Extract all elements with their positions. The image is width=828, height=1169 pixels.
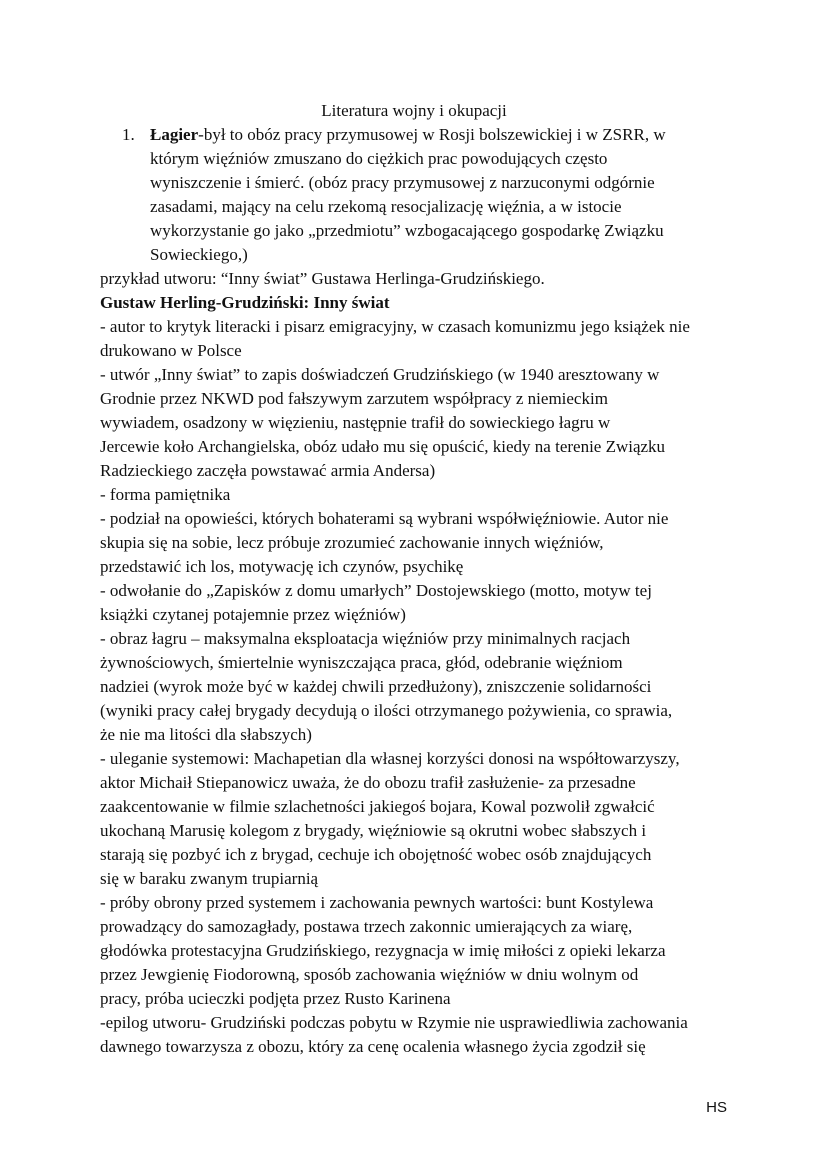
body-line: pracy, próba ucieczki podjęta przez Rusto Karinena [100,989,451,1008]
body-line: przedstawić ich los, motywację ich czynów, psychikę [100,557,464,576]
numbered-list-item [122,123,742,267]
body-text [100,315,740,1059]
body-line: dawnego towarzysza z obozu, który za cenę ocalenia własnego życia zgodził się [100,1037,646,1056]
body-line: Grodnie przez NKWD pod fałszywym zarzutem współpracy z niemieckim [100,389,608,408]
body-line: drukowano w Polsce [100,341,242,360]
body-line: (wyniki pracy całej brygady decydują o ilości otrzymanego pożywienia, co sprawia, [100,701,673,720]
main-text [100,267,740,1059]
list-item-body [150,123,742,267]
body-line: - uleganie systemowi: Machapetian dla własnej korzyści donosi na współtowarzyszy, [100,749,680,768]
body-line: - forma pamiętnika [100,485,231,504]
body-line: głodówka protestacyjna Grudzińskiego, rezygnacja w imię miłości z opieki lekarza [100,941,666,960]
body-line: starają się pozbyć ich z brygad, cechuje ich obojętność wobec osób znajdujących [100,845,652,864]
body-line: żywnościowych, śmiertelnie wyniszczająca praca, głód, odebranie więźniom [100,653,623,672]
example-line: przykład utworu: “Inny świat” Gustawa Herlinga-Grudzińskiego. [100,269,545,288]
list-item-line: zasadami, mający na celu rzekomą resocjalizację więźnia, a w istocie [150,197,622,216]
body-line: - obraz łagru – maksymalna eksploatacja więźniów przy minimalnych racjach [100,629,631,648]
body-line: - autor to krytyk literacki i pisarz emigracyjny, w czasach komunizmu jego książek nie [100,317,690,336]
body-line: wywiadem, osadzony w więzieniu, następnie trafił do sowieckiego łagru w [100,413,611,432]
list-item-line: Sowieckiego,) [150,245,248,264]
body-line: ukochaną Marusię kolegom z brygady, więźniowie są okrutni wobec słabszych i [100,821,647,840]
body-line: Jercewie koło Archangielska, obóz udało mu się opuścić, kiedy na terenie Związku [100,437,666,456]
body-line: - podział na opowieści, których bohaterami są wybrani współwięźniowie. Autor nie [100,509,669,528]
body-line: Radzieckiego zaczęła powstawać armia Andersa) [100,461,436,480]
list-item-line [150,123,742,147]
list-number: 1. [122,125,135,144]
section-heading: Gustaw Herling-Grudziński: Inny świat [100,293,390,312]
body-line: nadziei (wyrok może być w każdej chwili przedłużony), zniszczenie solidarności [100,677,652,696]
body-line: skupia się na sobie, lecz próbuje zrozumieć zachowanie innych więźniów, [100,533,604,552]
body-line: się w baraku zwanym trupiarnią [100,869,319,888]
list-item-line: wykorzystanie go jako „przedmiotu” wzbogacającego gospodarkę Związku [150,221,664,240]
list-item-line: wyniszczenie i śmierć. (obóz pracy przymusowej z narzuconymi odgórnie [150,173,655,192]
body-line: - odwołanie do „Zapisków z domu umarłych” Dostojewskiego (motto, motyw tej [100,581,652,600]
body-line: -epilog utworu- Grudziński podczas pobytu w Rzymie nie usprawiedliwia zachowania [100,1013,688,1032]
body-line: - próby obrony przed systemem i zachowania pewnych wartości: bunt Kostylewa [100,893,654,912]
body-line: że nie ma litości dla słabszych) [100,725,312,744]
body-line: prowadzący do samozagłady, postawa trzech zakonnic umierających za wiarę, [100,917,633,936]
list-item-definition: -był to obóz pracy przymusowej w Rosji bolszewickiej i w ZSRR, w [198,125,666,144]
body-line: zaakcentowanie w filmie szlachetności jakiegoś bojara, Kowal pozwolił zgwałcić [100,797,655,816]
footer-initials: HS [706,1099,727,1116]
page-title: Literatura wojny i okupacji [321,101,507,120]
body-line: aktor Michaił Stiepanowicz uważa, że do obozu trafił zasłużenie- za przesadne [100,773,636,792]
body-line: książki czytanej potajemnie przez więźniów) [100,605,406,624]
body-line: - utwór „Inny świat” to zapis doświadczeń Grudzińskiego (w 1940 aresztowany w [100,365,660,384]
list-item-line: którym więźniów zmuszano do ciężkich prac powodujących często [150,149,608,168]
body-line: przez Jewgienię Fiodorowną, sposób zachowania więźniów w dniu wolnym od [100,965,639,984]
list-item-term: Łagier [150,125,199,144]
